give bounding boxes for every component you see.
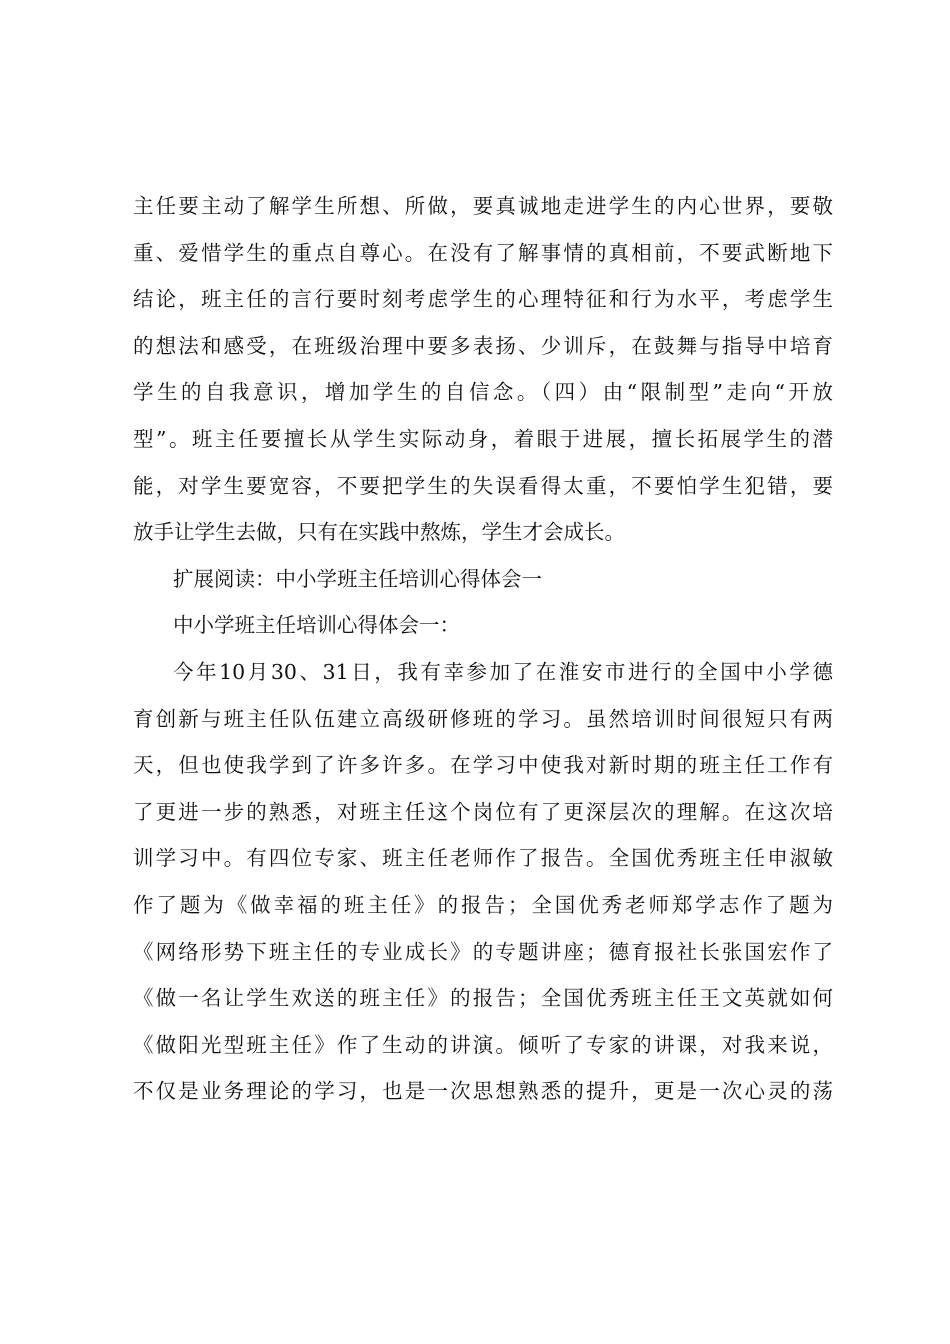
text-line: 《做阳光型班主任》作了生动的讲演。倾听了专家的讲课，对我来说，	[133, 1033, 833, 1057]
text-line: 了更进一步的熟悉，对班主任这个岗位有了更深层次的理解。在这次培	[133, 800, 833, 824]
text-line: 的想法和感受，在班级治理中要多表扬、少训斥，在鼓舞与指导中培育	[133, 334, 833, 358]
text-line: 中小学班主任培训心得体会一：	[173, 613, 460, 637]
text-line: 训学习中。有四位专家、班主任老师作了报告。全国优秀班主任申淑敏	[133, 846, 833, 870]
text-line: 能，对学生要宽容，不要把学生的失误看得太重，不要怕学生犯错，要	[133, 474, 833, 498]
text-line: 扩展阅读：中小学班主任培训心得体会一	[173, 567, 542, 591]
text-line: 重、爱惜学生的重点自尊心。在没有了解事情的真相前，不要武断地下	[133, 241, 833, 265]
text-line: 作了题为《做幸福的班主任》的报告；全国优秀老师郑学志作了题为	[133, 893, 833, 917]
text-line: 今年10月30、31日，我有幸参加了在淮安市进行的全国中小学德	[173, 660, 833, 684]
text-line: 学生的自我意识，增加学生的自信念。（四）由“限制型”走向“开放	[133, 380, 833, 404]
text-line: 主任要主动了解学生所想、所做，要真诚地走进学生的内心世界，要敬	[133, 194, 833, 218]
text-line: 型”。班主任要擅长从学生实际动身，着眼于进展，擅长拓展学生的潜	[133, 427, 833, 451]
text-line: 不仅是业务理论的学习，也是一次思想熟悉的提升，更是一次心灵的荡	[133, 1079, 833, 1103]
text-line: 育创新与班主任队伍建立高级研修班的学习。虽然培训时间很短只有两	[133, 707, 833, 731]
text-line: 放手让学生去做，只有在实践中熬炼，学生才会成长。	[133, 520, 625, 544]
text-line: 《网络形势下班主任的专业成长》的专题讲座；德育报社长张国宏作了	[133, 940, 833, 964]
text-line: 天，但也使我学到了许多许多。在学习中使我对新时期的班主任工作有	[133, 753, 833, 777]
text-line: 《做一名让学生欢送的班主任》的报告；全国优秀班主任王文英就如何	[133, 986, 833, 1010]
text-line: 结论，班主任的言行要时刻考虑学生的心理特征和行为水平，考虑学生	[133, 287, 833, 311]
